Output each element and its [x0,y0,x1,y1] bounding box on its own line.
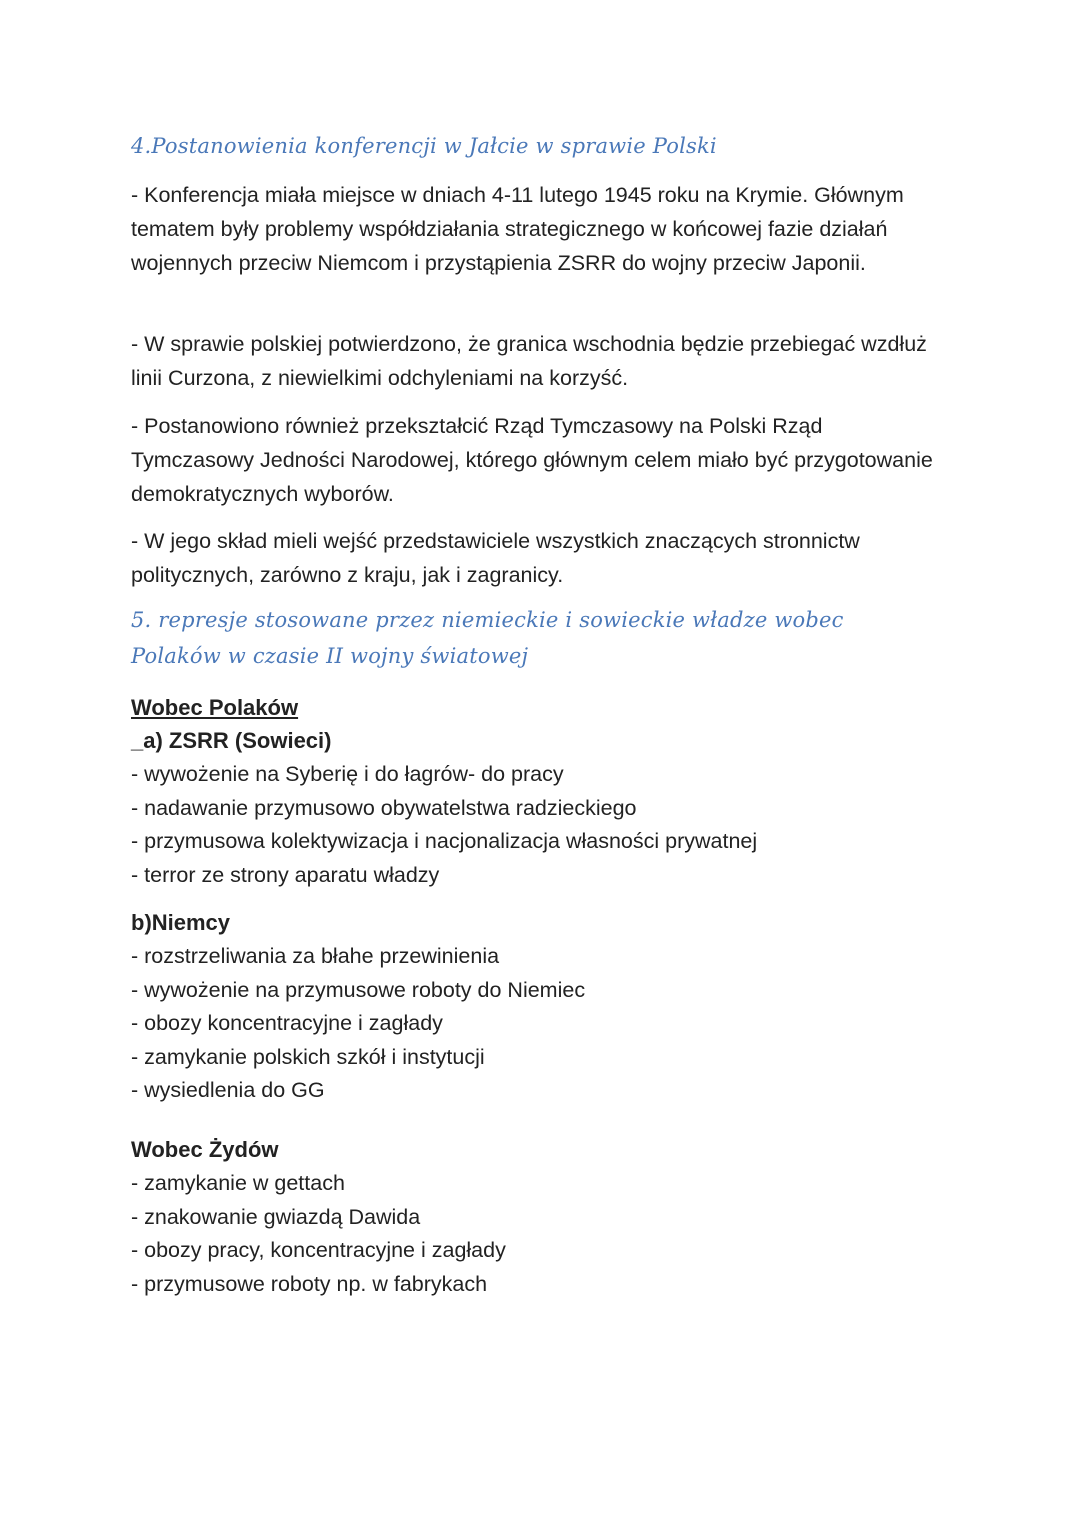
list-item: - zamykanie w gettach [131,1171,345,1195]
list-item: - nadawanie przymusowo obywatelstwa radzieckiego [131,795,637,820]
list-item: - znakowanie gwiazdą Dawida [131,1204,421,1229]
list-item: - obozy koncentracyjne i zagłady [131,1011,443,1035]
ussr-list [131,758,757,892]
list-item: - zamykanie polskich szkół i instytucji [131,1044,485,1069]
list-item: - wysiedlenia do GG [131,1078,325,1102]
list-item: - wywożenie na przymusowe roboty do Niemiec [131,977,586,1002]
section4-paragraph: - Konferencja miała miejsce w dniach 4-11 lutego 1945 roku na Krymie. Głównym tematem były problemy współdziałania strategicznego w końcowej fazie działań wojennych przeciw Niemcom i przystąpienia ZSRR do wojny przeciw Japonii. [131,183,904,275]
section4-heading: 4.Postanowienia konferencji w Jałcie w sprawie Polski [131,134,717,158]
list-item: - obozy pracy, koncentracyjne i zagłady [131,1238,506,1262]
section4-paragraph: - W sprawie polskiej potwierdzono, że granica wschodnia będzie przebiegać wzdłuż linii Curzona, z niewielkimi odchyleniami na korzyść. [131,332,927,390]
section5-heading: 5. represje stosowane przez niemieckie i sowieckie władze wobec Polaków w czasie II wojny światowej [131,608,844,668]
germany-title: b)Niemcy [131,910,231,935]
list-item: - wywożenie na Syberię i do łagrów- do pracy [131,762,564,786]
section4-paragraph: - Postanowiono również przekształcić Rząd Tymczasowy na Polski Rząd Tymczasowy Jedności Narodowej, którego głównym celem miało być przygotowanie demokratycznych wyborów. [131,414,933,506]
jews-list [131,1167,506,1301]
list-item: - przymusowa kolektywizacja i nacjonalizacja własności prywatnej [131,829,758,853]
jews-title: Wobec Żydów [131,1137,279,1162]
list-item: - rozstrzeliwania za błahe przewinienia [131,944,500,968]
section4-paragraph: - W jego skład mieli wejść przedstawiciele wszystkich znaczących stronnictw politycznych, zarówno z kraju, jak i zagranicy. [131,529,860,587]
list-item: - terror ze strony aparatu władzy [131,862,440,887]
list-item: - przymusowe roboty np. w fabrykach [131,1271,488,1296]
germany-list [131,940,585,1108]
ussr-title: _a) ZSRR (Sowieci) [131,728,332,753]
poles-title: Wobec Polaków [131,695,299,720]
